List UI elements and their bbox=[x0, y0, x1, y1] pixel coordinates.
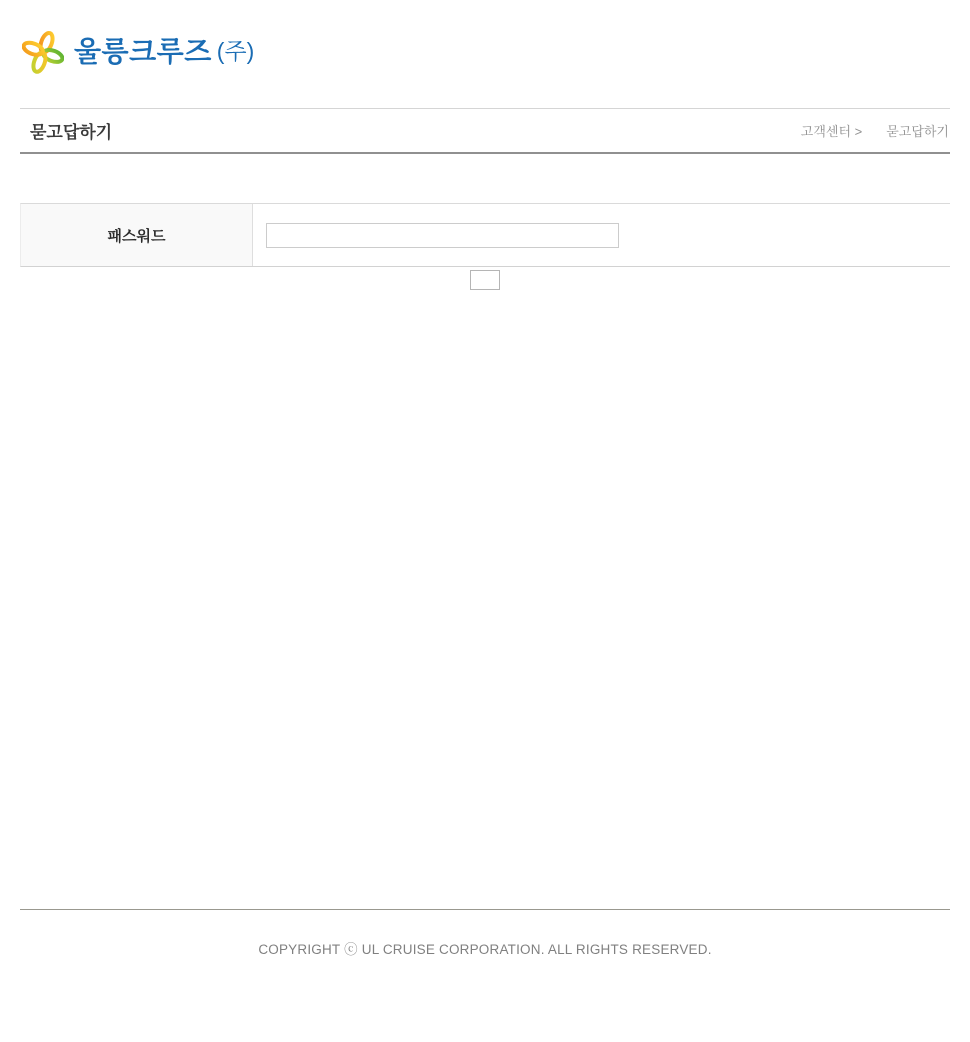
page-title: 묻고답하기 bbox=[30, 123, 113, 142]
password-form-table bbox=[20, 203, 950, 267]
logo-company-name: 울릉크루즈 bbox=[74, 35, 212, 67]
breadcrumb-current-link[interactable]: 묻고답하기 bbox=[886, 124, 949, 139]
footer-divider bbox=[20, 909, 950, 910]
title-bar bbox=[20, 108, 950, 154]
password-input[interactable] bbox=[266, 223, 619, 248]
password-input-cell bbox=[253, 204, 950, 266]
flower-logo-icon bbox=[22, 28, 64, 75]
logo-company-suffix: (주) bbox=[216, 38, 255, 64]
breadcrumb-parent-link[interactable]: 고객센터 > bbox=[800, 124, 863, 139]
logo[interactable] bbox=[22, 28, 254, 75]
site-header bbox=[0, 0, 970, 104]
password-row bbox=[21, 204, 950, 266]
breadcrumb bbox=[801, 121, 950, 140]
password-label: 패스워드 bbox=[21, 204, 253, 266]
footer-copyright: COPYRIGHT ⓒ UL CRUISE CORPORATION. ALL RIGHTS RESERVED. bbox=[258, 942, 712, 957]
confirm-button[interactable] bbox=[470, 270, 500, 290]
